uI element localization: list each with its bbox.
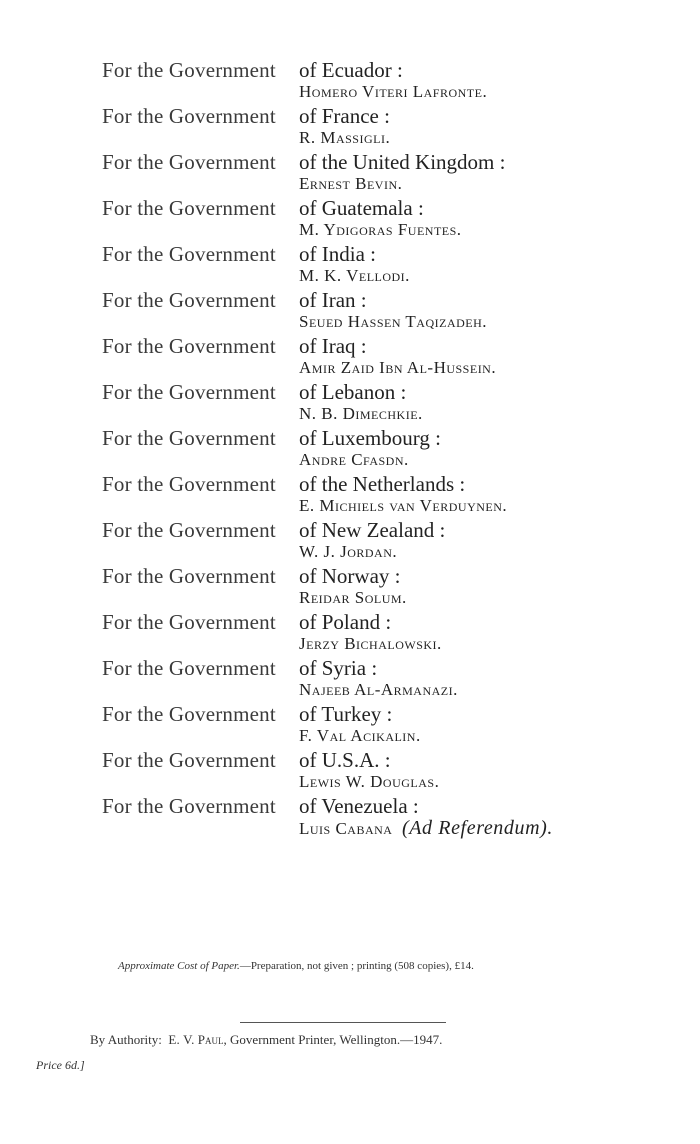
government-line xyxy=(102,104,390,128)
signatory-name: W. J. Jordan. xyxy=(299,542,398,561)
government-lead: For the Government xyxy=(102,334,276,358)
signature-entry xyxy=(102,426,692,472)
signatory-name: Amir Zaid Ibn Al-Hussein. xyxy=(299,358,497,377)
government-lead: For the Government xyxy=(102,656,276,680)
signature-list xyxy=(102,58,692,840)
signature-entry xyxy=(102,58,692,104)
signatory-line xyxy=(299,219,462,241)
signatory-line xyxy=(299,633,442,655)
signatory-line xyxy=(299,265,410,287)
government-line xyxy=(102,288,367,312)
government-lead: For the Government xyxy=(102,196,276,220)
signature-entry xyxy=(102,380,692,426)
government-line xyxy=(102,610,392,634)
government-lead: For the Government xyxy=(102,242,276,266)
signatory-line xyxy=(299,725,421,747)
signatory-line xyxy=(299,495,507,517)
government-lead: For the Government xyxy=(102,58,276,82)
government-line xyxy=(102,58,403,82)
government-line xyxy=(102,334,367,358)
signatory-name: Ernest Bevin. xyxy=(299,174,403,193)
country-name: of the United Kingdom : xyxy=(299,150,506,174)
government-line xyxy=(102,748,391,772)
country-name: of the Netherlands : xyxy=(299,472,466,496)
signature-entry xyxy=(102,794,692,840)
government-line xyxy=(102,426,441,450)
signatory-line xyxy=(299,817,553,840)
signatory-line xyxy=(299,771,439,793)
footer-divider xyxy=(240,1022,446,1023)
signatory-name: Seued Hassen Taqizadeh. xyxy=(299,312,488,331)
signatory-name: E. Michiels van Verduynen. xyxy=(299,496,508,515)
country-name: of Venezuela : xyxy=(299,794,419,818)
signatory-name: Luis Cabana xyxy=(299,819,393,838)
government-line xyxy=(102,242,376,266)
signature-entry xyxy=(102,518,692,564)
country-name: of Syria : xyxy=(299,656,378,680)
signature-entry xyxy=(102,150,692,196)
country-name: of Poland : xyxy=(299,610,392,634)
government-lead: For the Government xyxy=(102,380,276,404)
signature-entry xyxy=(102,288,692,334)
signature-note: (Ad Referendum). xyxy=(401,817,554,839)
government-lead: For the Government xyxy=(102,610,276,634)
government-lead: For the Government xyxy=(102,564,276,588)
government-line xyxy=(102,196,424,220)
country-name: of India : xyxy=(299,242,376,266)
signatory-line xyxy=(299,541,397,563)
signatory-name: F. Val Acikalin. xyxy=(299,726,421,745)
country-name: of France : xyxy=(299,104,390,128)
signatory-line xyxy=(299,403,423,425)
signatory-line xyxy=(299,587,407,609)
country-name: of Lebanon : xyxy=(299,380,407,404)
government-line xyxy=(102,472,466,496)
signatory-name: M. K. Vellodi. xyxy=(299,266,410,285)
country-name: of Luxembourg : xyxy=(299,426,441,450)
government-lead: For the Government xyxy=(102,472,276,496)
country-name: of New Zealand : xyxy=(299,518,446,542)
signatory-name: Reidar Solum. xyxy=(299,588,407,607)
government-lead: For the Government xyxy=(102,288,276,312)
signature-entry xyxy=(102,242,692,288)
government-lead: For the Government xyxy=(102,794,276,818)
signatory-line xyxy=(299,311,487,333)
government-lead: For the Government xyxy=(102,518,276,542)
government-lead: For the Government xyxy=(102,150,276,174)
signatory-name: Lewis W. Douglas. xyxy=(299,772,440,791)
signatory-name: Andre Cfasdn. xyxy=(299,450,409,469)
country-name: of Turkey : xyxy=(299,702,393,726)
country-name: of U.S.A. : xyxy=(299,748,391,772)
signature-entry xyxy=(102,748,692,794)
government-lead: For the Government xyxy=(102,702,276,726)
government-line xyxy=(102,794,419,818)
signatory-line xyxy=(299,173,402,195)
signature-entry xyxy=(102,196,692,242)
printer-name: Paul, xyxy=(197,1032,227,1047)
signatory-name: M. Ydigoras Fuentes. xyxy=(299,220,462,239)
signatory-name: N. B. Dimechkie. xyxy=(299,404,423,423)
printer-imprint xyxy=(90,1032,442,1048)
signatory-line xyxy=(299,449,409,471)
country-name: of Iraq : xyxy=(299,334,367,358)
signatory-name: Jerzy Bichalowski. xyxy=(299,634,442,653)
government-line xyxy=(102,564,401,588)
signatory-line xyxy=(299,357,496,379)
country-name: of Ecuador : xyxy=(299,58,403,82)
price-note: Price 6d.] xyxy=(36,1058,85,1072)
signature-entry xyxy=(102,104,692,150)
government-line xyxy=(102,702,393,726)
government-line xyxy=(102,380,407,404)
cost-text: —Preparation, not given ; printing (508 copies), £14. xyxy=(239,960,474,972)
government-lead: For the Government xyxy=(102,748,276,772)
cost-note xyxy=(118,960,474,972)
country-name: of Norway : xyxy=(299,564,401,588)
signatory-line xyxy=(299,679,458,701)
government-line xyxy=(102,518,446,542)
signature-entry xyxy=(102,656,692,702)
signatory-line xyxy=(299,127,390,149)
signature-entry xyxy=(102,564,692,610)
government-line xyxy=(102,150,506,174)
signatory-name: Najeeb Al-Armanazi. xyxy=(299,680,458,699)
signatory-name: Homero Viteri Lafronte. xyxy=(299,82,488,101)
country-name: of Iran : xyxy=(299,288,367,312)
cost-label: Approximate Cost of Paper. xyxy=(118,960,240,972)
signature-entry xyxy=(102,334,692,380)
signature-entry xyxy=(102,610,692,656)
signature-entry xyxy=(102,472,692,518)
authority-label: By Authority: xyxy=(90,1032,162,1047)
printer-initials: E. V. xyxy=(168,1032,195,1047)
government-line xyxy=(102,656,378,680)
signatory-line xyxy=(299,81,487,103)
signature-entry xyxy=(102,702,692,748)
signatory-name: R. Massigli. xyxy=(299,128,391,147)
government-lead: For the Government xyxy=(102,104,276,128)
printer-details: Government Printer, Wellington.—1947. xyxy=(230,1032,443,1047)
country-name: of Guatemala : xyxy=(299,196,424,220)
government-lead: For the Government xyxy=(102,426,276,450)
